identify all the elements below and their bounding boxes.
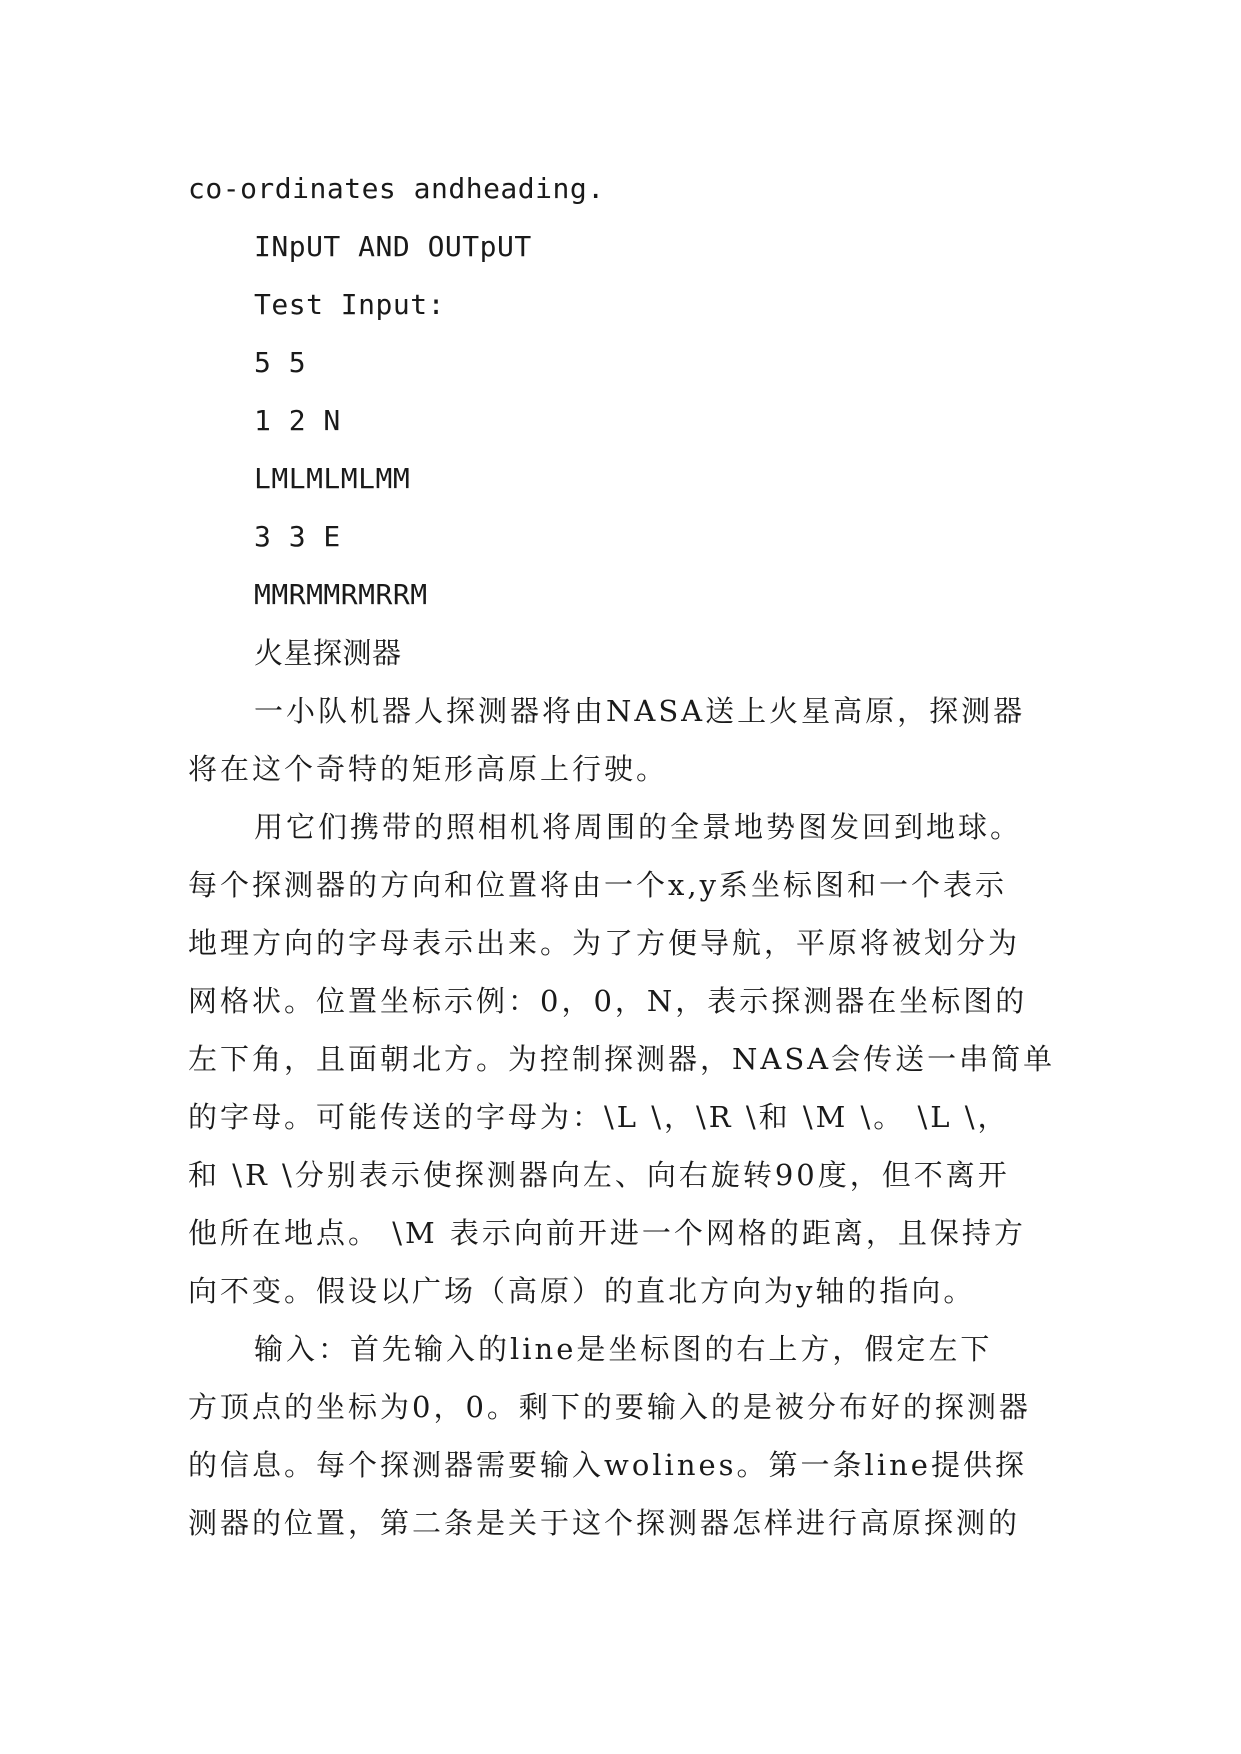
text-line: 的字母。可能传送的字母为：\L \，\R \和 \M \。 \L \，: [188, 1100, 1010, 1134]
text-line: 和 \R \分别表示使探测器向左、向右旋转90度，但不离开: [188, 1158, 1010, 1192]
text-line: Test Input:: [254, 288, 445, 321]
text-line: MMRMMRMRRM: [254, 578, 428, 611]
text-line: 一小队机器人探测器将由NASA送上火星高原，探测器: [254, 694, 1026, 728]
text-line: 5 5: [254, 346, 307, 379]
text-line: 测器的位置，第二条是关于这个探测器怎样进行高原探测的: [188, 1506, 1021, 1540]
text-line: 向不变。假设以广场（高原）的直北方向为y轴的指向。: [188, 1274, 976, 1308]
section-heading: 火星探测器: [254, 636, 402, 670]
document-body: [188, 160, 1058, 1552]
text-line: 输入：首先输入的line是坐标图的右上方，假定左下: [254, 1332, 993, 1366]
text-line: 用它们携带的照相机将周围的全景地势图发回到地球。: [254, 810, 1023, 844]
paragraph: [188, 1320, 1058, 1552]
text-line: 网格状。位置坐标示例：0，0，N，表示探测器在坐标图的: [188, 984, 1028, 1018]
paragraph: [188, 682, 1058, 798]
text-line: 他所在地点。 \M 表示向前开进一个网格的距离，且保持方: [188, 1216, 1026, 1250]
text-line: 地理方向的字母表示出来。为了方便导航，平原将被划分为: [188, 926, 1021, 960]
text-line: 方顶点的坐标为0，0。剩下的要输入的是被分布好的探测器: [188, 1390, 1031, 1424]
text-line: 3 3 E: [254, 520, 341, 553]
text-line: 每个探测器的方向和位置将由一个x,y系坐标图和一个表示: [188, 868, 1007, 902]
text-line: 将在这个奇特的矩形高原上行驶。: [188, 752, 669, 786]
paragraph: [188, 798, 1058, 1320]
text-line: 1 2 N: [254, 404, 341, 437]
text-line: 左下角，且面朝北方。为控制探测器，NASA会传送一串简单: [188, 1042, 1056, 1076]
text-line: co-ordinates andheading.: [188, 172, 605, 205]
text-line: 的信息。每个探测器需要输入wolines。第一条line提供探: [188, 1448, 1027, 1482]
text-line: LMLMLMLMM: [254, 462, 411, 495]
section-heading: INpUT AND OUTpUT: [254, 230, 532, 263]
